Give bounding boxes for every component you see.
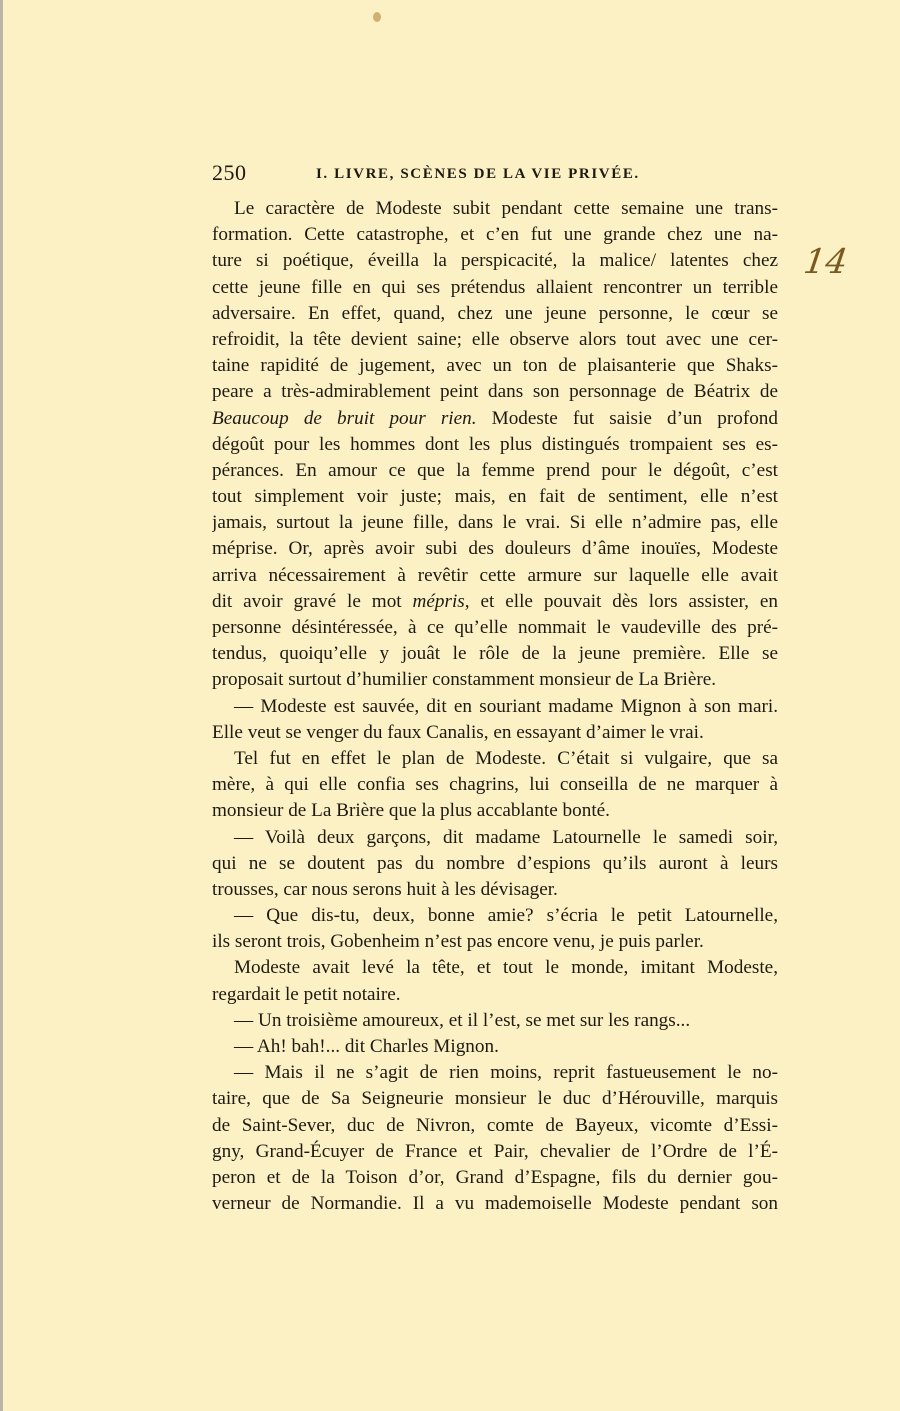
text-segment: — Un troisième amoureux, et il l’est, se met sur les rangs... xyxy=(234,1009,691,1031)
text-line xyxy=(212,484,778,510)
text-segment: arriva nécessairement à revêtir cette armure sur laquelle elle avait xyxy=(212,564,778,586)
text-segment: Le caractère de Modeste subit pendant cette semaine une trans- xyxy=(234,198,778,219)
text-line xyxy=(212,615,778,641)
text-segment: peare a très-admirablement peint dans son personnage de Béatrix de xyxy=(212,381,778,403)
text-line xyxy=(212,903,778,929)
text-segment: verneur de Normandie. Il a vu mademoiselle Modeste pendant son xyxy=(212,1193,778,1215)
text-line xyxy=(212,694,778,720)
text-segment: tendus, quoiqu’elle y jouât le rôle de la jeune première. Elle se xyxy=(212,643,778,665)
text-line xyxy=(212,929,778,955)
text-line xyxy=(212,772,778,798)
page-header xyxy=(212,160,778,190)
text-line xyxy=(212,406,778,432)
text-segment: — Voilà deux garçons, dit madame Latournelle le samedi soir, xyxy=(234,826,778,848)
text-line xyxy=(212,248,778,274)
text-line xyxy=(212,379,778,405)
text-line xyxy=(212,1008,778,1034)
text-segment: gny, Grand-Écuyer de France et Pair, chevalier de l’Ordre de l’É- xyxy=(212,1140,778,1162)
text-line xyxy=(212,877,778,903)
italic-title: mépris xyxy=(412,590,465,612)
text-segment: , et elle pouvait dès lors assister, en xyxy=(464,590,778,612)
paper-speck xyxy=(373,12,381,22)
text-line xyxy=(212,1113,778,1139)
text-line xyxy=(212,458,778,484)
text-segment: — Ah! bah!... dit Charles Mignon. xyxy=(234,1036,499,1057)
page-number: 250 xyxy=(212,160,247,185)
text-segment: Elle veut se venger du faux Canalis, en essayant d’aimer le vrai. xyxy=(212,721,704,743)
text-segment: formation. Cette catastrophe, et c’en fut une grande chez une na- xyxy=(212,224,778,246)
text-line xyxy=(212,1086,778,1112)
text-line xyxy=(212,222,778,248)
text-line xyxy=(212,798,778,824)
text-segment: peron et de la Toison d’or, Grand d’Espagne, fils du dernier gou- xyxy=(212,1166,778,1188)
text-line xyxy=(212,301,778,327)
text-segment: qui ne se doutent pas du nombre d’espions qu’ils auront à leurs xyxy=(212,852,778,874)
text-segment: trousses, car nous serons huit à les dévisager. xyxy=(212,878,558,900)
text-segment: Modeste fut saisie d’un profond xyxy=(476,407,778,429)
text-segment: — Modeste est sauvée, dit en souriant madame Mignon à son mari. xyxy=(234,695,778,717)
text-line xyxy=(212,720,778,746)
text-segment: tout simplement voir juste; mais, en fait de sentiment, elle n’est xyxy=(212,486,778,508)
text-segment: taire, que de Sa Seigneurie monsieur le duc d’Hérouville, marquis xyxy=(212,1088,778,1110)
text-line xyxy=(212,536,778,562)
text-segment: monsieur de La Brière que la plus accablante bonté. xyxy=(212,800,610,822)
text-segment: — Mais il ne s’agit de rien moins, reprit fastueusement le no- xyxy=(234,1062,778,1084)
text-segment: dit avoir gravé le mot xyxy=(212,590,413,612)
text-segment: Modeste avait levé la tête, et tout le monde, imitant Modeste, xyxy=(234,957,778,979)
text-line xyxy=(212,825,778,851)
text-segment: taine rapidité de jugement, avec un ton de plaisanterie que Shaks- xyxy=(212,355,778,377)
text-line xyxy=(212,432,778,458)
running-title: I. LIVRE, SCÈNES DE LA VIE PRIVÉE. xyxy=(316,166,640,182)
text-segment: dégoût pour les hommes dont les plus distingués trompaient ses es- xyxy=(212,433,778,455)
text-line xyxy=(212,353,778,379)
text-segment: proposait surtout d’humilier constamment monsieur de La Brière. xyxy=(212,669,717,691)
text-segment: — Que dis-tu, deux, bonne amie? s’écria le petit Latournelle, xyxy=(234,905,778,927)
text-segment: de Saint-Sever, duc de Nivron, comte de Bayeux, vicomte d’Essi- xyxy=(212,1114,778,1136)
text-segment: personne désintéressée, à ce qu’elle nommait le vaudeville des pré- xyxy=(212,617,778,638)
handwritten-margin-note: 14 xyxy=(801,242,851,282)
text-line xyxy=(212,1191,778,1217)
text-line xyxy=(212,1165,778,1191)
text-line xyxy=(212,196,778,222)
text-line xyxy=(212,510,778,536)
text-segment: ils seront trois, Gobenheim n’est pas encore venu, je puis parler. xyxy=(212,931,704,953)
text-line xyxy=(212,955,778,981)
text-segment: regardait le petit notaire. xyxy=(212,983,401,1005)
body-text xyxy=(212,196,778,1217)
text-segment: méprise. Or, après avoir subi des douleurs d’âme inouïes, Modeste xyxy=(212,538,778,560)
text-line xyxy=(212,563,778,589)
scan-edge xyxy=(0,0,3,1411)
text-line xyxy=(212,851,778,877)
italic-title: Beaucoup de bruit pour rien. xyxy=(212,407,477,429)
text-line xyxy=(212,641,778,667)
text-segment: Tel fut en effet le plan de Modeste. C’était si vulgaire, que sa xyxy=(234,747,778,769)
text-line xyxy=(212,1034,778,1060)
text-segment: adversaire. En effet, quand, chez une jeune personne, le cœur se xyxy=(212,302,778,324)
text-segment: cette jeune fille en qui ses prétendus allaient rencontrer un terrible xyxy=(212,276,778,298)
text-segment: mère, à qui elle confia ses chagrins, lui conseilla de ne marquer à xyxy=(212,774,778,796)
text-line xyxy=(212,667,778,693)
text-line xyxy=(212,327,778,353)
text-segment: refroidit, la tête devient saine; elle observe alors tout avec une cer- xyxy=(212,328,778,350)
text-line xyxy=(212,589,778,615)
text-line xyxy=(212,1060,778,1086)
text-segment: pérances. En amour ce que la femme prend pour le dégoût, c’est xyxy=(212,459,778,481)
text-segment: jamais, surtout la jeune fille, dans le vrai. Si elle n’admire pas, elle xyxy=(212,512,778,534)
text-line xyxy=(212,275,778,301)
text-line xyxy=(212,982,778,1008)
text-line xyxy=(212,746,778,772)
text-line xyxy=(212,1139,778,1165)
text-segment: ture si poétique, éveilla la perspicacité, la malice/ latentes chez xyxy=(212,250,778,272)
